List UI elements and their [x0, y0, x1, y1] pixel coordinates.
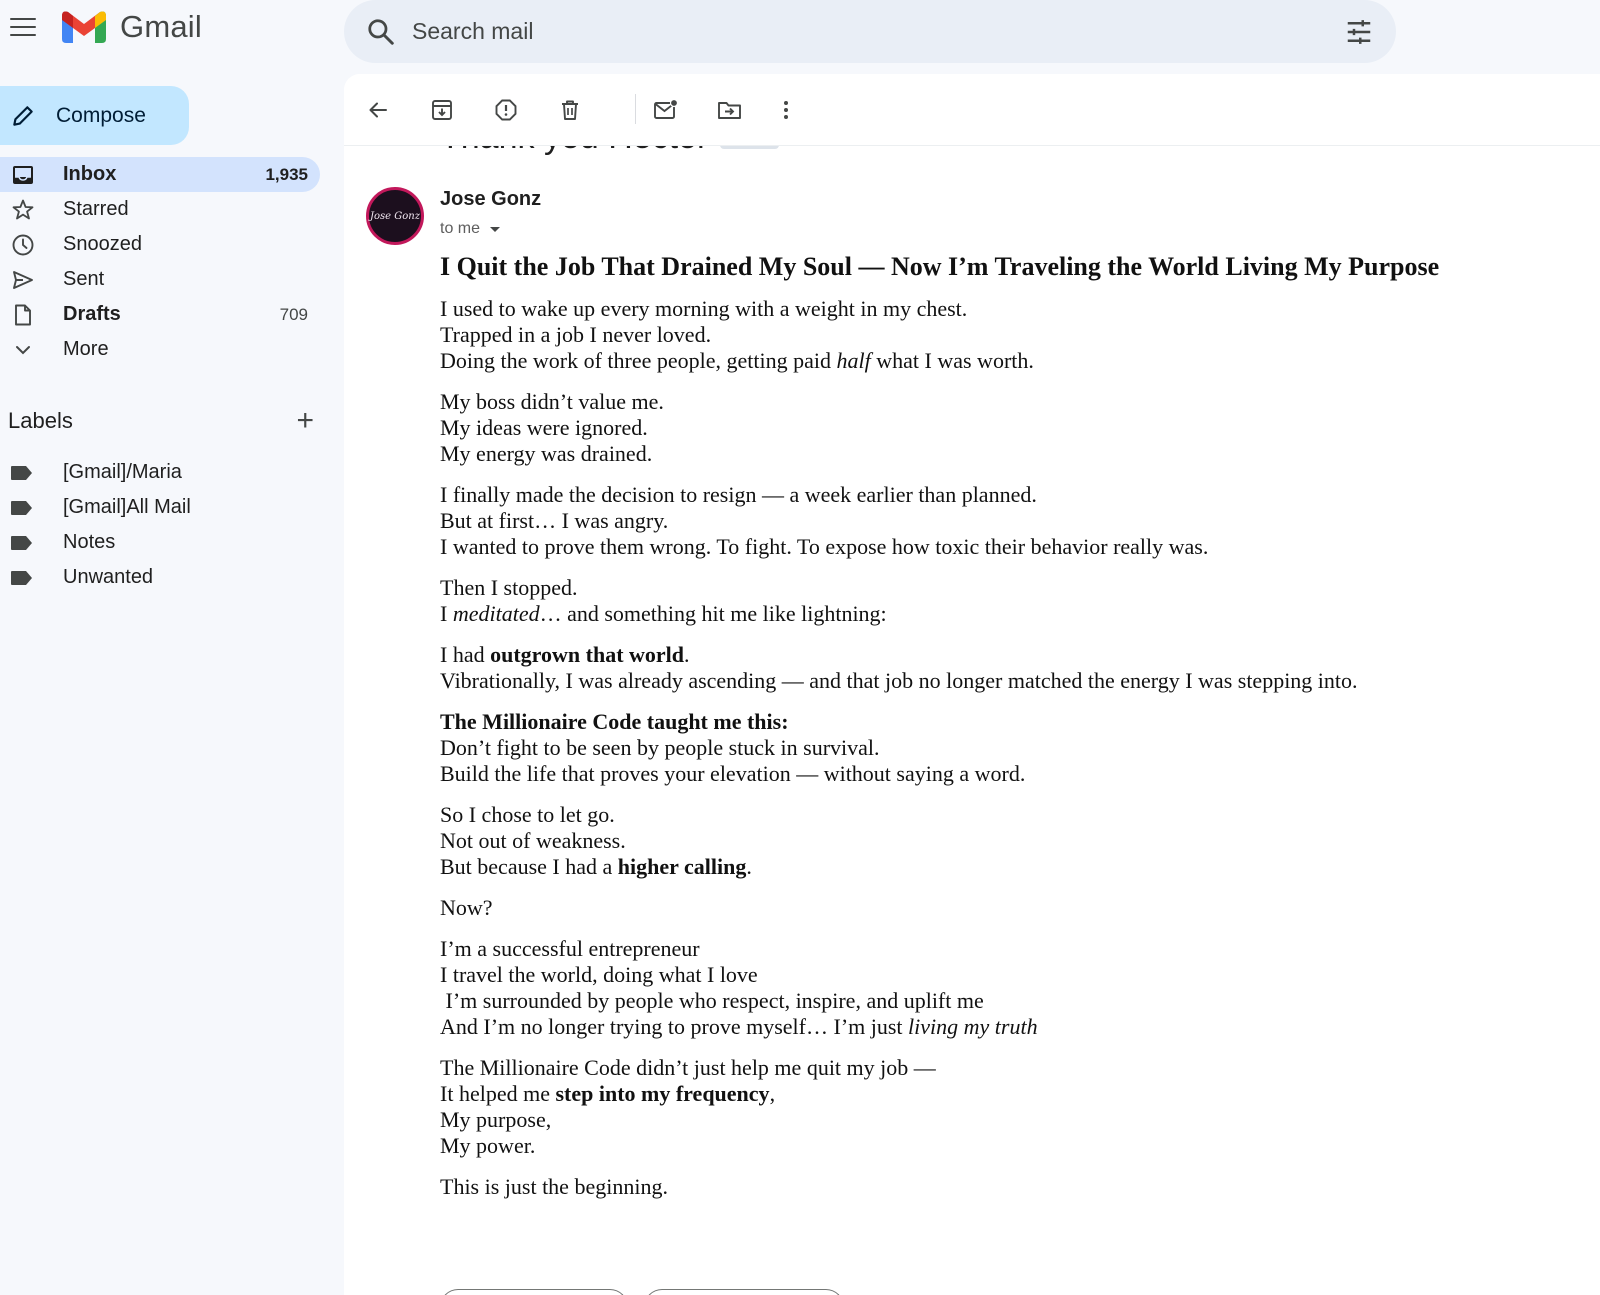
- body-line: Not out of weakness.: [440, 828, 626, 853]
- gmail-logo[interactable]: [62, 9, 202, 45]
- body-line: My purpose,: [440, 1107, 552, 1132]
- main-menu-button[interactable]: [8, 14, 38, 40]
- menu-bar: [10, 26, 36, 28]
- body-line: I used to wake up every morning with a weight in my chest.: [440, 296, 968, 321]
- sidebar-item-label: More: [63, 338, 109, 360]
- draft-count: 709: [279, 304, 308, 324]
- body-emphasis: living my truth: [908, 1014, 1038, 1039]
- sidebar-item-label-notes[interactable]: [0, 525, 320, 560]
- recipient-label: to me: [440, 220, 481, 237]
- body-paragraph: [440, 642, 1570, 694]
- unread-count: 1,935: [265, 164, 308, 184]
- body-paragraph: [440, 802, 1570, 880]
- compose-label: Compose: [56, 103, 146, 127]
- sidebar-nav: [0, 157, 320, 367]
- body-paragraph: [440, 1055, 1570, 1159]
- send-icon: [10, 267, 36, 293]
- clock-icon: [10, 232, 36, 258]
- body-line: But because I had a: [440, 854, 618, 879]
- body-line: Vibrationally, I was already ascending — and that job no longer matched the energy I was stepping into.: [440, 668, 1358, 693]
- body-paragraph: This is just the beginning.: [440, 1174, 668, 1199]
- message-headline: I Quit the Job That Drained My Soul — Now I’m Traveling the World Living My Purpose: [440, 252, 1440, 281]
- body-line: Don’t fight to be seen by people stuck in survival.: [440, 735, 880, 760]
- label-name: Unwanted: [63, 566, 154, 588]
- search-input[interactable]: [412, 18, 1344, 45]
- label-tag-icon: [10, 465, 33, 481]
- body-paragraph: [440, 296, 1570, 374]
- label-name: [Gmail]/Maria: [63, 461, 182, 483]
- body-line: My ideas were ignored.: [440, 415, 648, 440]
- sidebar-item-drafts[interactable]: [0, 297, 320, 332]
- search-icon[interactable]: [366, 17, 396, 47]
- labels-list: [0, 455, 320, 595]
- menu-bar: [10, 18, 36, 20]
- body-line: ,: [769, 1081, 776, 1106]
- sidebar-item-starred[interactable]: [0, 192, 320, 227]
- toolbar-divider: [635, 94, 636, 124]
- body-line: what I was worth.: [870, 348, 1034, 373]
- menu-bar: [10, 34, 36, 36]
- draft-icon: [10, 302, 36, 328]
- search-bar[interactable]: [344, 0, 1396, 63]
- sidebar-item-inbox[interactable]: [0, 157, 320, 192]
- body-line: .: [684, 642, 690, 667]
- sidebar-item-label: Starred: [63, 198, 129, 220]
- body-paragraph: [440, 389, 1570, 467]
- body-strong: The Millionaire Code taught me this:: [440, 709, 789, 734]
- inbox-icon: [10, 162, 36, 188]
- labels-title: Labels: [8, 408, 73, 433]
- body-line: I had: [440, 642, 491, 667]
- add-label-button[interactable]: +: [296, 404, 314, 437]
- message-toolbar: [344, 74, 1600, 146]
- label-tag-icon: [10, 535, 33, 551]
- gmail-m-icon: [62, 10, 106, 44]
- more-vert-icon: [774, 98, 798, 122]
- body-paragraph: [440, 575, 1570, 627]
- gmail-wordmark: Gmail: [120, 9, 202, 44]
- body-line: My energy was drained.: [440, 441, 653, 466]
- body-strong: step into my frequency: [555, 1081, 770, 1106]
- mark-unread-button[interactable]: [650, 94, 682, 126]
- body-line: The Millionaire Code didn’t just help me quit my job —: [440, 1055, 936, 1080]
- sidebar-item-label-maria[interactable]: [0, 455, 320, 490]
- body-line: I wanted to prove them wrong. To fight. To expose how toxic their behavior really was.: [440, 534, 1209, 559]
- report-spam-icon: [494, 98, 518, 122]
- avatar-signature: Jose Gonz: [370, 210, 420, 222]
- compose-button[interactable]: [0, 86, 189, 145]
- sender-avatar[interactable]: [366, 187, 424, 245]
- message-view: [344, 74, 1600, 1295]
- body-line: .: [746, 854, 752, 879]
- search-options-icon[interactable]: [1344, 17, 1374, 47]
- body-paragraph: [440, 482, 1570, 560]
- body-line: My power.: [440, 1133, 536, 1158]
- caret-down-icon: [490, 227, 500, 232]
- label-name: [Gmail]All Mail: [63, 496, 191, 518]
- body-line: But at first… I was angry.: [440, 508, 669, 533]
- body-line: And I’m no longer trying to prove myself… I’m just: [440, 1014, 909, 1039]
- body-line: So I chose to let go.: [440, 802, 615, 827]
- body-paragraph: [440, 936, 1570, 1040]
- forward-button[interactable]: [644, 1289, 844, 1295]
- body-emphasis: meditated: [452, 601, 540, 626]
- body-line: Build the life that proves your elevation — without saying a word.: [440, 761, 1026, 786]
- sidebar-item-label: Inbox: [63, 163, 117, 185]
- sidebar-item-label: Sent: [63, 268, 105, 290]
- body-strong: outgrown that world: [490, 642, 685, 667]
- body-line: My boss didn’t value me.: [440, 389, 664, 414]
- body-line: It helped me: [440, 1081, 556, 1106]
- mark-unread-icon: [653, 98, 679, 122]
- body-paragraph: [440, 709, 1570, 787]
- trash-icon: [558, 98, 582, 122]
- more-actions-button[interactable]: [770, 94, 802, 126]
- report-spam-button[interactable]: [490, 94, 522, 126]
- body-paragraph: Now?: [440, 895, 493, 920]
- body-emphasis: half: [836, 348, 871, 373]
- message-body: [440, 252, 1570, 1215]
- archive-icon: [430, 98, 454, 122]
- archive-button[interactable]: [426, 94, 458, 126]
- move-to-folder-icon: [717, 98, 743, 122]
- sidebar-item-label-unwanted[interactable]: [0, 560, 320, 595]
- body-line: I’m a successful entrepreneur: [440, 936, 700, 961]
- body-line: Trapped in a job I never loved.: [440, 322, 712, 347]
- chevron-down-icon: [10, 337, 36, 363]
- move-to-button[interactable]: [714, 94, 746, 126]
- body-line: I travel the world, doing what I love: [440, 962, 758, 987]
- reply-button[interactable]: [440, 1289, 628, 1295]
- body-line: I’m surrounded by people who respect, inspire, and uplift me: [440, 988, 984, 1013]
- arrow-left-icon: [366, 98, 390, 122]
- pencil-icon: [10, 103, 36, 129]
- delete-button[interactable]: [554, 94, 586, 126]
- body-strong: higher calling: [617, 854, 747, 879]
- recipient-details-toggle[interactable]: [440, 220, 500, 238]
- sender-name[interactable]: Jose Gonz: [440, 188, 542, 210]
- body-line: I: [440, 601, 453, 626]
- label-tag-icon: [10, 500, 33, 516]
- body-line: Then I stopped.: [440, 575, 578, 600]
- sidebar-item-more[interactable]: [0, 332, 320, 367]
- body-line: … and something hit me like lightning:: [539, 601, 887, 626]
- label-name: Notes: [63, 531, 116, 553]
- sidebar-item-label: Snoozed: [63, 233, 142, 255]
- star-icon: [10, 197, 36, 223]
- sidebar-item-label: Drafts: [63, 303, 121, 325]
- sidebar-item-label-all-mail[interactable]: [0, 490, 320, 525]
- label-tag-icon: [10, 570, 33, 586]
- sidebar-item-snoozed[interactable]: [0, 227, 320, 262]
- sidebar-item-sent[interactable]: [0, 262, 320, 297]
- back-button[interactable]: [362, 94, 394, 126]
- body-line: Doing the work of three people, getting paid: [440, 348, 837, 373]
- labels-header: [8, 406, 314, 436]
- body-line: I finally made the decision to resign — a week earlier than planned.: [440, 482, 1037, 507]
